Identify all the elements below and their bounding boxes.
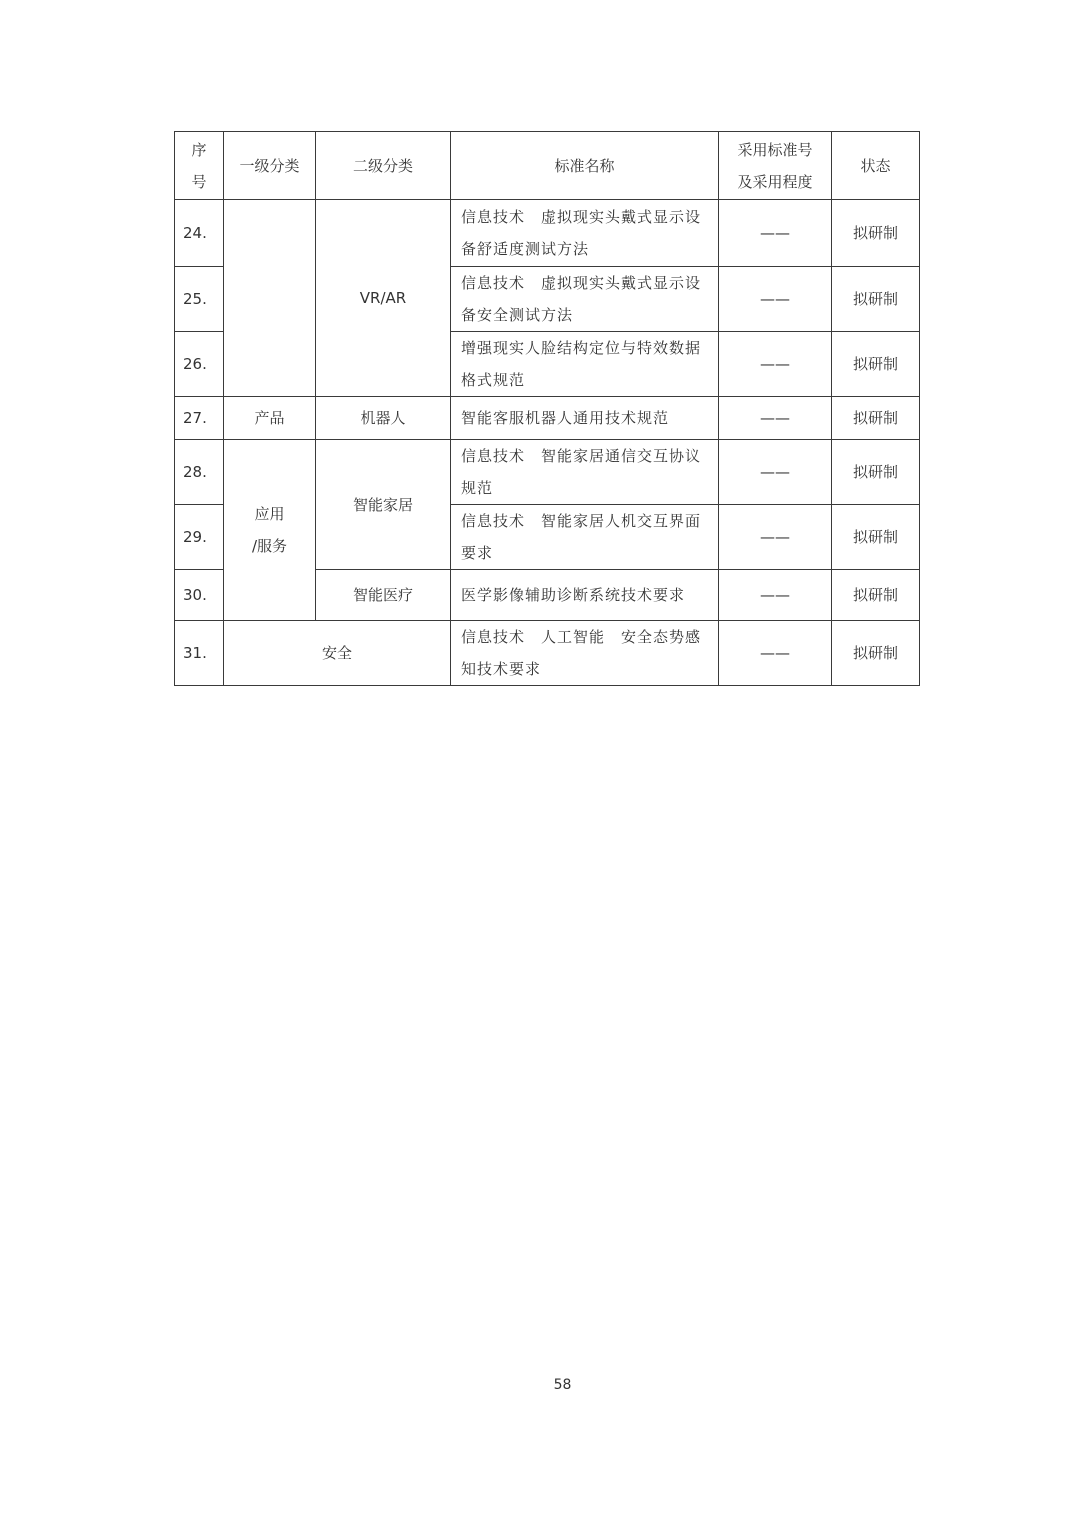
header-adopt — [719, 132, 832, 200]
table-row — [175, 397, 920, 440]
row-seq: 27. — [175, 397, 224, 440]
level2-cell-robot: 机器人 — [316, 397, 451, 440]
row-seq: 30. — [175, 570, 224, 621]
row-seq: 31. — [175, 621, 224, 686]
table-row — [175, 440, 920, 505]
row-status: 拟研制 — [832, 440, 920, 505]
row-name: 信息技术 虚拟现实头戴式显示设备安全测试方法 — [451, 267, 719, 332]
row-seq: 29. — [175, 505, 224, 570]
row-adopt: —— — [719, 621, 832, 686]
row-adopt: —— — [719, 505, 832, 570]
row-name: 医学影像辅助诊断系统技术要求 — [451, 570, 719, 621]
row-name: 信息技术 虚拟现实头戴式显示设备舒适度测试方法 — [451, 200, 719, 267]
row-status: 拟研制 — [832, 570, 920, 621]
header-seq — [175, 132, 224, 200]
row-seq: 26. — [175, 332, 224, 397]
header-adopt-line2: 及采用程度 — [737, 172, 813, 191]
row-name: 增强现实人脸结构定位与特效数据格式规范 — [451, 332, 719, 397]
header-status: 状态 — [832, 132, 920, 200]
header-seq-line2: 号 — [191, 172, 207, 191]
row-seq: 24. — [175, 200, 224, 267]
row-name: 智能客服机器人通用技术规范 — [451, 397, 719, 440]
row-name: 信息技术 智能家居人机交互界面要求 — [451, 505, 719, 570]
page-number: 58 — [553, 1377, 572, 1393]
row-adopt: —— — [719, 570, 832, 621]
level2-cell-vrar: VR/AR — [316, 200, 451, 397]
level1-cell-app — [224, 440, 316, 621]
row-status: 拟研制 — [832, 332, 920, 397]
header-level2: 二级分类 — [316, 132, 451, 200]
row-status: 拟研制 — [832, 505, 920, 570]
row-adopt: —— — [719, 397, 832, 440]
row-adopt: —— — [719, 200, 832, 267]
row-adopt: —— — [719, 440, 832, 505]
level1-app-line2: /服务 — [251, 537, 288, 555]
standards-table — [174, 131, 920, 686]
table-row — [175, 200, 920, 267]
level2-cell-smart-medical: 智能医疗 — [316, 570, 451, 621]
row-status: 拟研制 — [832, 267, 920, 332]
level1-cell-empty — [224, 200, 316, 397]
header-seq-line1: 序 — [191, 140, 207, 159]
row-name: 信息技术 智能家居通信交互协议规范 — [451, 440, 719, 505]
header-name: 标准名称 — [451, 132, 719, 200]
row-status: 拟研制 — [832, 621, 920, 686]
category-cell-security: 安全 — [224, 621, 451, 686]
header-adopt-line1: 采用标准号 — [737, 140, 813, 159]
row-adopt: —— — [719, 332, 832, 397]
row-seq: 28. — [175, 440, 224, 505]
table-header-row — [175, 132, 920, 200]
row-seq: 25. — [175, 267, 224, 332]
header-level1: 一级分类 — [224, 132, 316, 200]
level2-cell-smart-home: 智能家居 — [316, 440, 451, 570]
row-name: 信息技术 人工智能 安全态势感知技术要求 — [451, 621, 719, 686]
level1-app-line1: 应用 — [254, 505, 285, 523]
row-status: 拟研制 — [832, 200, 920, 267]
row-adopt: —— — [719, 267, 832, 332]
level1-cell-product: 产品 — [224, 397, 316, 440]
row-status: 拟研制 — [832, 397, 920, 440]
table-row — [175, 621, 920, 686]
